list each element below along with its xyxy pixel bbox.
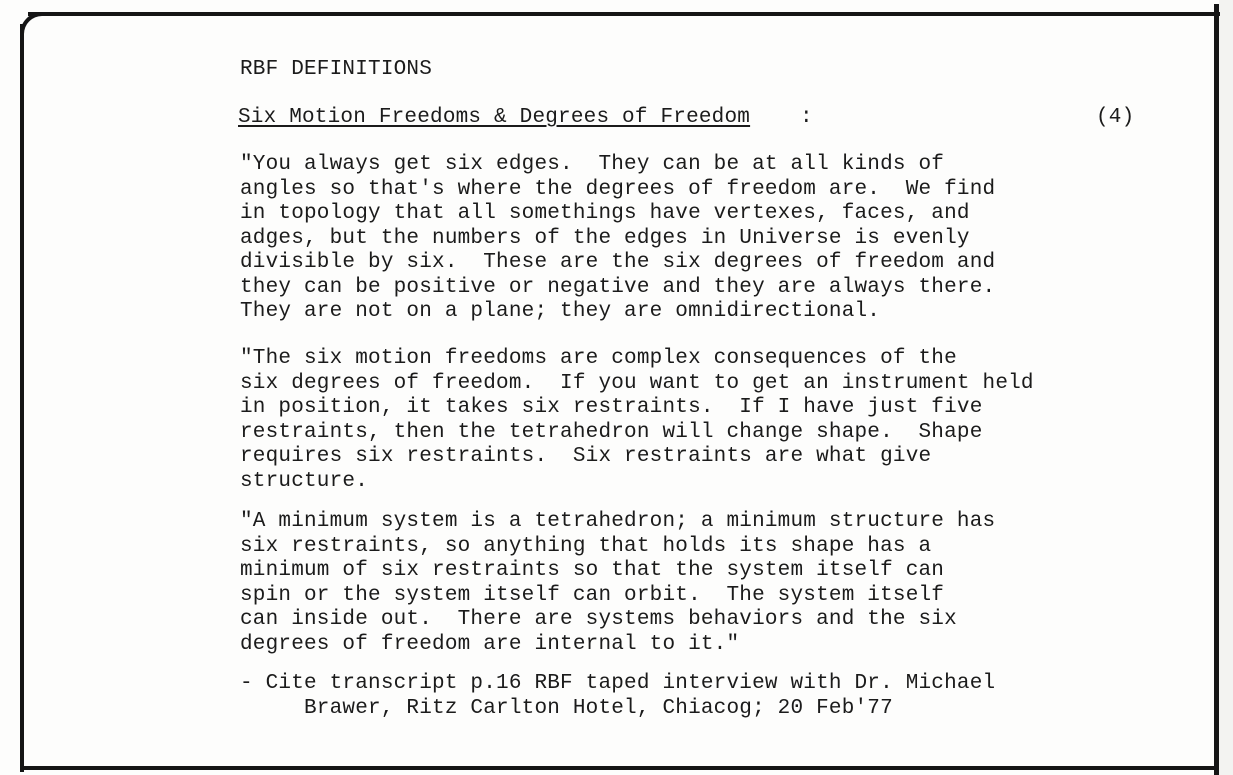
paragraph-line: requires six restraints. Six restraints are what give <box>240 445 932 468</box>
paragraph-line: degrees of freedom are internal to it." <box>240 632 740 656</box>
card-border-corner <box>20 12 80 52</box>
citation-line: - Cite transcript p.16 RBF taped interview with Dr. Michael <box>240 672 996 695</box>
paragraph-line: restraints, then the tetrahedron will change shape. Shape <box>240 420 983 444</box>
paragraph-line: angles so that's where the degrees of freedom are. We find <box>240 177 996 201</box>
paragraph-line: They are not on a plane; they are omnidirectional. <box>240 300 881 323</box>
card-border-left <box>20 24 24 772</box>
scan-gutter <box>1219 0 1233 775</box>
paragraph-line: "A minimum system is a tetrahedron; a minimum structure has <box>240 510 996 533</box>
paragraph-degrees-of-freedom <box>240 153 995 325</box>
paragraph-line: can inside out. There are systems behaviors and the six <box>240 608 957 631</box>
citation-line: Brawer, Ritz Carlton Hotel, Chiacog; 20 Feb'77 <box>240 696 893 720</box>
paragraph-line: six restraints, so anything that holds its shape has a <box>240 534 932 558</box>
paragraph-line: structure. <box>240 469 369 493</box>
paragraph-line: spin or the system itself can orbit. The system itself <box>240 583 945 607</box>
paragraph-line: divisible by six. These are the six degrees of freedom and <box>240 251 996 274</box>
paragraph-line: "The six motion freedoms are complex consequences of the <box>240 347 957 370</box>
paragraph-line: minimum of six restraints so that the system itself can <box>240 559 945 582</box>
section-heading: Six Motion Freedoms & Degrees of Freedom <box>238 106 751 129</box>
paragraph-motion-freedoms <box>240 347 1034 494</box>
card-border-top <box>28 12 1220 16</box>
paragraph-line: they can be positive or negative and they are always there. <box>240 275 996 299</box>
paragraph-minimum-system <box>240 510 995 657</box>
paragraph-line: in topology that all somethings have vertexes, faces, and <box>240 202 970 225</box>
section-heading-colon: : <box>800 106 813 129</box>
card-border-bottom <box>20 766 1219 770</box>
paragraph-line: in position, it takes six restraints. If I have just five <box>240 396 983 419</box>
header-title: RBF DEFINITIONS <box>240 58 433 81</box>
page-number: (4) <box>1096 106 1135 129</box>
card-border-right <box>1214 4 1219 775</box>
paragraph-line: adges, but the numbers of the edges in Universe is evenly <box>240 226 970 250</box>
paragraph-line: six degrees of freedom. If you want to get an instrument held <box>240 371 1034 395</box>
citation <box>240 672 995 721</box>
paragraph-line: "You always get six edges. They can be at all kinds of <box>240 153 945 176</box>
